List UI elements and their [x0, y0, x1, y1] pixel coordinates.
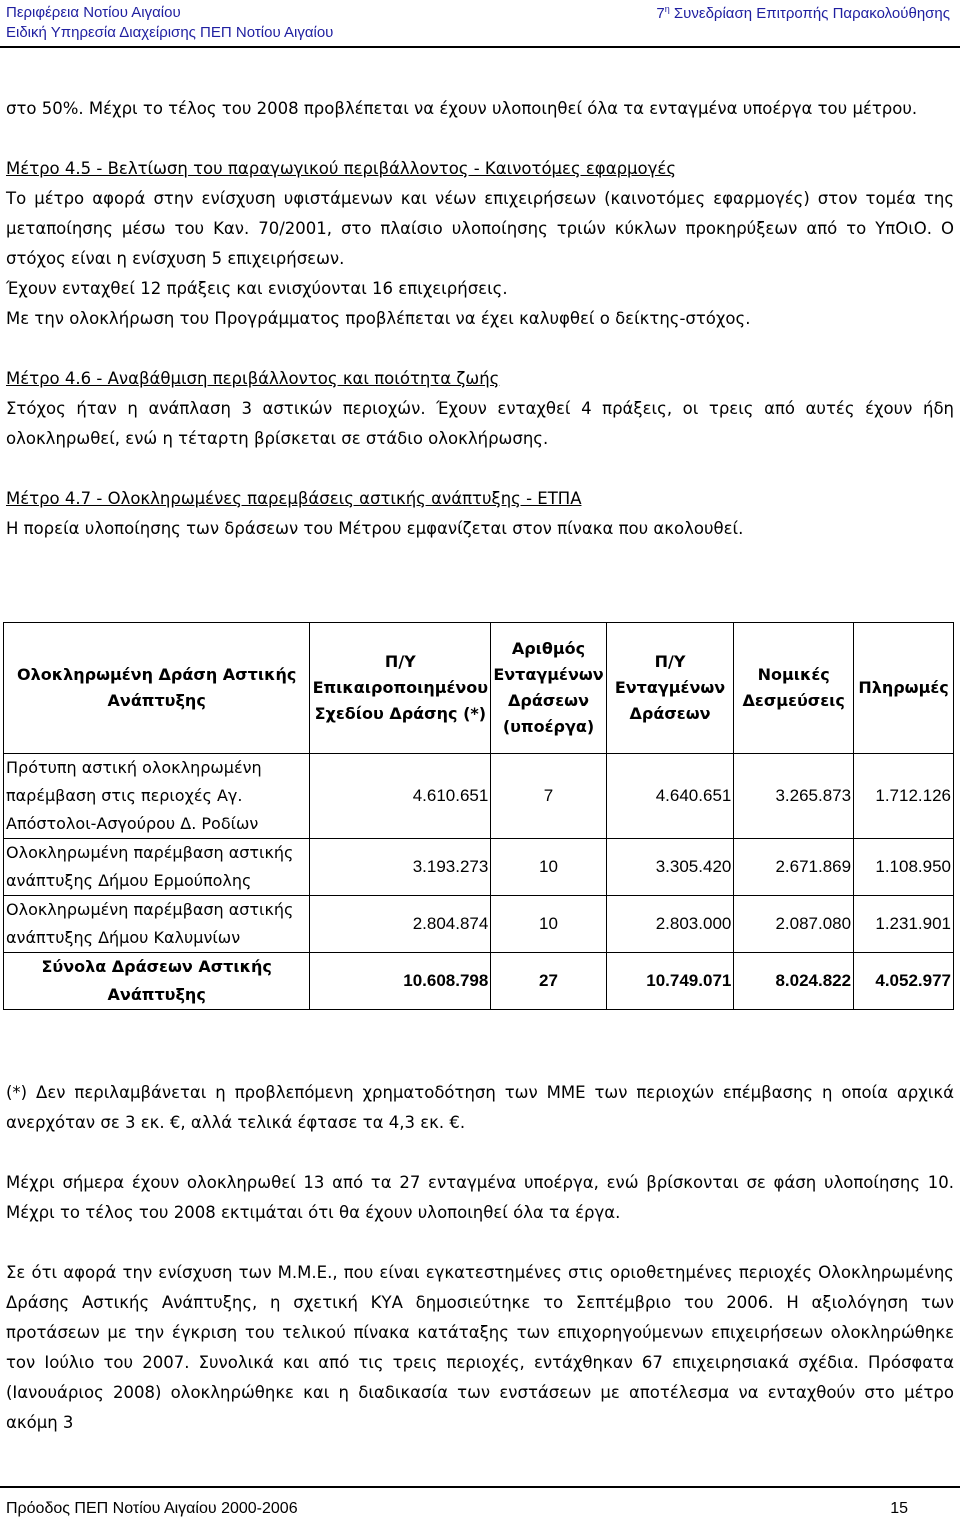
- table-row: [4, 896, 954, 953]
- document-body: [6, 94, 954, 544]
- row-integrated: 4.640.651: [606, 754, 734, 839]
- measure-4-5-paragraph-2: Έχουν ενταχθεί 12 πράξεις και ενισχύονται 16 επιχειρήσεις.: [6, 279, 508, 298]
- row-legal: 2.087.080: [734, 896, 854, 953]
- table-total-row: [4, 953, 954, 1010]
- measure-4-5-paragraph-3: Με την ολοκλήρωση του Προγράμματος προβλέπεται να έχει καλυφθεί ο δείκτης-στόχος.: [6, 309, 751, 328]
- total-integrated: 10.749.071: [606, 953, 734, 1010]
- measure-4-7-paragraph: Η πορεία υλοποίησης των δράσεων του Μέτρου εμφανίζεται στον πίνακα που ακολουθεί.: [6, 519, 744, 538]
- col-header-plan-budget: Π/Υ Επικαιροποιημένου Σχεδίου Δράσης (*): [310, 623, 491, 754]
- measure-4-5-paragraph-1: Το μέτρο αφορά στην ενίσχυση υφιστάμενων και νέων επιχειρήσεων (καινοτόμες εφαρμογές) στον τομέα της μεταποίησης μέσω του Καν. 70/2001, στο πλαίσιο υλοποίησης τριών κύκλων προκηρύξεων από το ΥπΟιΟ. Ο στόχος είναι η ενίσχυση 5 επιχειρήσεων.: [6, 189, 954, 268]
- measure-4-6-paragraph: Στόχος ήταν η ανάπλαση 3 αστικών περιοχών. Έχουν ενταχθεί 4 πράξεις, οι τρεις από αυτές έχουν ήδη ολοκληρωθεί, ενώ η τέταρτη βρίσκεται σε στάδιο ολοκλήρωσης.: [6, 399, 954, 448]
- measure-4-7-title: Μέτρο 4.7 - Ολοκληρωμένες παρεμβάσεις αστικής ανάπτυξης - ΕΤΠΑ: [6, 489, 582, 508]
- row-payments: 1.712.126: [854, 754, 954, 839]
- total-name: Σύνολα Δράσεων Αστικής Ανάπτυξης: [4, 953, 310, 1010]
- row-payments: 1.108.950: [854, 839, 954, 896]
- row-legal: 2.671.869: [734, 839, 854, 896]
- row-payments: 1.231.901: [854, 896, 954, 953]
- footer-title: Πρόοδος ΠΕΠ Νοτίου Αιγαίου 2000-2006: [6, 1500, 298, 1517]
- urban-development-table: [3, 622, 954, 1010]
- row-legal: 3.265.873: [734, 754, 854, 839]
- row-name: Ολοκληρωμένη παρέμβαση αστικής ανάπτυξης Δήμου Ερμούπολης: [4, 839, 310, 896]
- header-region: Περιφέρεια Νοτίου Αιγαίου: [6, 4, 181, 21]
- row-count: 7: [491, 754, 606, 839]
- header-authority: Ειδική Υπηρεσία Διαχείρισης ΠΕΠ Νοτίου Αιγαίου: [6, 24, 334, 41]
- measure-4-6-title: Μέτρο 4.6 - Αναβάθμιση περιβάλλοντος και ποιότητα ζωής: [6, 369, 500, 388]
- header-meeting-sup: η: [664, 4, 670, 14]
- row-name: Πρότυπη αστική ολοκληρωμένη παρέμβαση στις περιοχές Αγ. Απόστολοι-Ασγούρου Δ. Ροδίων: [4, 754, 310, 839]
- total-payments: 4.052.977: [854, 953, 954, 1010]
- col-header-payments: Πληρωμές: [854, 623, 954, 754]
- row-count: 10: [491, 839, 606, 896]
- header-meeting-text: Συνεδρίαση Επιτροπής Παρακολούθησης: [669, 5, 950, 22]
- table-footnote: (*) Δεν περιλαμβάνεται η προβλεπόμενη χρηματοδότηση των ΜΜΕ των περιοχών επέμβασης η οποία αρχικά ανερχόταν σε 3 εκ. €, αλλά τελικά έφτασε τα 4,3 εκ. €.: [6, 1083, 954, 1132]
- sme-paragraph: Σε ότι αφορά την ενίσχυση των Μ.Μ.Ε., που είναι εγκατεστημένες στις οριοθετημένες περιοχές Ολοκληρωμένης Δράσης Αστικής Ανάπτυξης, η σχετική ΚΥΑ δημοσιεύτηκε το Σεπτέμβριο του 2006. Η αξιολόγηση των προτάσεων με την έγκριση του τελικού πίνακα κατάταξης των επιχορηγούμενων επιχειρήσεων ολοκληρώθηκε τον Ιούλιο του 2007. Συνολικά και από τις τρεις περιοχές, εντάχθηκαν 67 επιχειρησιακά σχέδια. Πρόσφατα (Ιανουάριος 2008) ολοκληρώθηκε και η διαδικασία των ενστάσεων με αποτέλεσμα να ενταχθούν στο μέτρο ακόμη 3: [6, 1263, 954, 1432]
- header-meeting-number: 7: [656, 5, 665, 22]
- page-header: [0, 0, 960, 48]
- page-footer: [0, 1486, 960, 1525]
- post-table-body: [6, 1078, 954, 1438]
- col-header-action: Ολοκληρωμένη Δράση Αστικής Ανάπτυξης: [4, 623, 310, 754]
- row-budget: 3.193.273: [310, 839, 491, 896]
- row-integrated: 3.305.420: [606, 839, 734, 896]
- row-budget: 2.804.874: [310, 896, 491, 953]
- table-row: [4, 754, 954, 839]
- header-meeting: [656, 4, 950, 22]
- total-budget: 10.608.798: [310, 953, 491, 1010]
- intro-paragraph: στο 50%. Μέχρι το τέλος του 2008 προβλέπεται να έχουν υλοποιηθεί όλα τα ενταγμένα υποέργα του μέτρου.: [6, 99, 918, 118]
- row-integrated: 2.803.000: [606, 896, 734, 953]
- total-count: 27: [491, 953, 606, 1010]
- col-header-legal-commitments: Νομικές Δεσμεύσεις: [734, 623, 854, 754]
- row-budget: 4.610.651: [310, 754, 491, 839]
- col-header-integrated-budget: Π/Υ Ενταγμένων Δράσεων: [606, 623, 734, 754]
- total-legal: 8.024.822: [734, 953, 854, 1010]
- row-count: 10: [491, 896, 606, 953]
- table-header-row: [4, 623, 954, 754]
- progress-paragraph: Μέχρι σήμερα έχουν ολοκληρωθεί 13 από τα 27 ενταγμένα υποέργα, ενώ βρίσκονται σε φάση υλοποίησης 10. Μέχρι το τέλος του 2008 εκτιμάται ότι θα έχουν υλοποιηθεί όλα τα έργα.: [6, 1173, 954, 1222]
- measure-4-5-title: Μέτρο 4.5 - Βελτίωση του παραγωγικού περιβάλλοντος - Καινοτόμες εφαρμογές: [6, 159, 676, 178]
- page-number: 15: [890, 1500, 908, 1517]
- row-name: Ολοκληρωμένη παρέμβαση αστικής ανάπτυξης Δήμου Καλυμνίων: [4, 896, 310, 953]
- col-header-subprojects: Αριθμός Ενταγμένων Δράσεων (υποέργα): [491, 623, 606, 754]
- table-row: [4, 839, 954, 896]
